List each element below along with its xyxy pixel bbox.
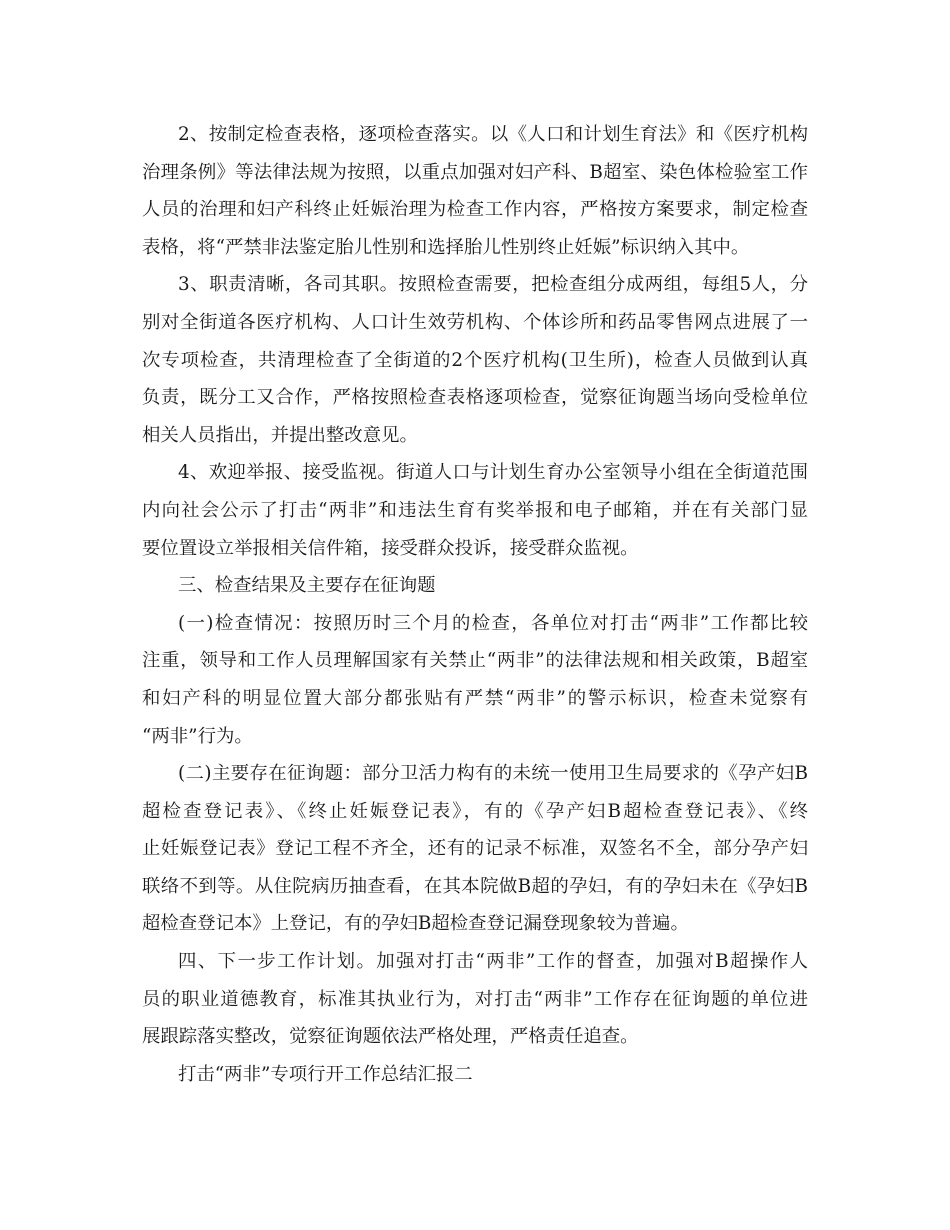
- paragraph-sub-1: [142, 605, 808, 755]
- text-line: 表格，将“严禁非法鉴定胎儿性别和选择胎儿性别终止妊娠”标识纳入其中。: [142, 236, 750, 258]
- text-line: 打击“两非”专项行开工作总结汇报二: [178, 1063, 473, 1085]
- text-line: 展跟踪落实整改，觉察征询题依法严格处理，严格责任追查。: [142, 1026, 639, 1048]
- text-line: 4、欢迎举报、接受监视。街道人口与计划生育办公室领导小组在全街道范围: [178, 462, 808, 484]
- text-line: 和妇产科的明显位置大部分都张贴有严禁“两非”的警示标识，检查未觉察有: [142, 687, 808, 709]
- text-line: 超检查登记表》、《终止妊娠登记表》，有的《孕产妇B超检查登记表》、《终: [142, 800, 808, 822]
- paragraph-section-4: [142, 943, 808, 1056]
- paragraph-item-4: [142, 454, 808, 567]
- text-line: 注重，领导和工作人员理解国家有关禁止“两非”的法律法规和相关政策，B超室: [142, 650, 808, 672]
- text-line: 止妊娠登记表》登记工程不齐全，还有的记录不标准，双签名不全，部分孕产妇: [142, 838, 808, 860]
- paragraph-item-3: [142, 266, 808, 454]
- text-line: 内向社会公示了打击“两非”和违法生育有奖举报和电子邮箱，并在有关部门显: [142, 499, 808, 521]
- text-line: 人员的治理和妇产科终止妊娠治理为检查工作内容，严格按方案要求，制定检查: [142, 199, 808, 221]
- text-line: 次专项检查，共清理检查了全街道的2个医疗机构(卫生所)，检查人员做到认真: [142, 349, 808, 371]
- text-line: “两非”行为。: [142, 725, 253, 747]
- text-line: 员的职业道德教育，标准其执业行为，对打击“两非”工作存在征询题的单位进: [142, 988, 808, 1010]
- text-line: 联络不到等。从住院病历抽查看，在其本院做B超的孕妇，有的孕妇未在《孕妇B: [142, 875, 808, 897]
- text-line: 四、下一步工作计划。加强对打击“两非”工作的督查，加强对B超操作人: [178, 951, 808, 973]
- text-line: (一)检查情况：按照历时三个月的检查，各单位对打击“两非”工作都比较: [178, 612, 808, 634]
- text-line: 治理条例》等法律法规为按照，以重点加强对妇产科、B超室、染色体检验室工作: [142, 161, 808, 183]
- paragraph-item-2: [142, 116, 808, 266]
- text-line: 要位置设立举报相关信件箱，接受群众投诉，接受群众监视。: [142, 537, 639, 559]
- paragraph-section-3-heading: [142, 567, 808, 605]
- text-line: (二)主要存在征询题：部分卫活力构有的未统一使用卫生局要求的《孕产妇B: [178, 763, 808, 785]
- text-line: 2、按制定检查表格，逐项检查落实。以《人口和计划生育法》和《医疗机构: [178, 124, 808, 145]
- text-line: 负责，既分工又合作，严格按照检查表格逐项检查，觉察征询题当场向受检单位: [142, 387, 808, 409]
- text-line: 3、职责清晰，各司其职。按照检查需要，把检查组分成两组，每组5人，分: [178, 274, 808, 296]
- document-body: [142, 116, 808, 1093]
- text-line: 三、检查结果及主要存在征询题: [178, 575, 436, 597]
- text-line: 别对全街道各医疗机构、人口计生效劳机构、个体诊所和药品零售网点进展了一: [142, 311, 808, 333]
- text-line: 超检查登记本》上登记，有的孕妇B超检查登记漏登现象较为普遍。: [142, 913, 689, 935]
- paragraph-sub-2: [142, 755, 808, 943]
- text-line: 相关人员指出，并提出整改意见。: [142, 424, 418, 446]
- paragraph-report-2-title: [142, 1056, 808, 1094]
